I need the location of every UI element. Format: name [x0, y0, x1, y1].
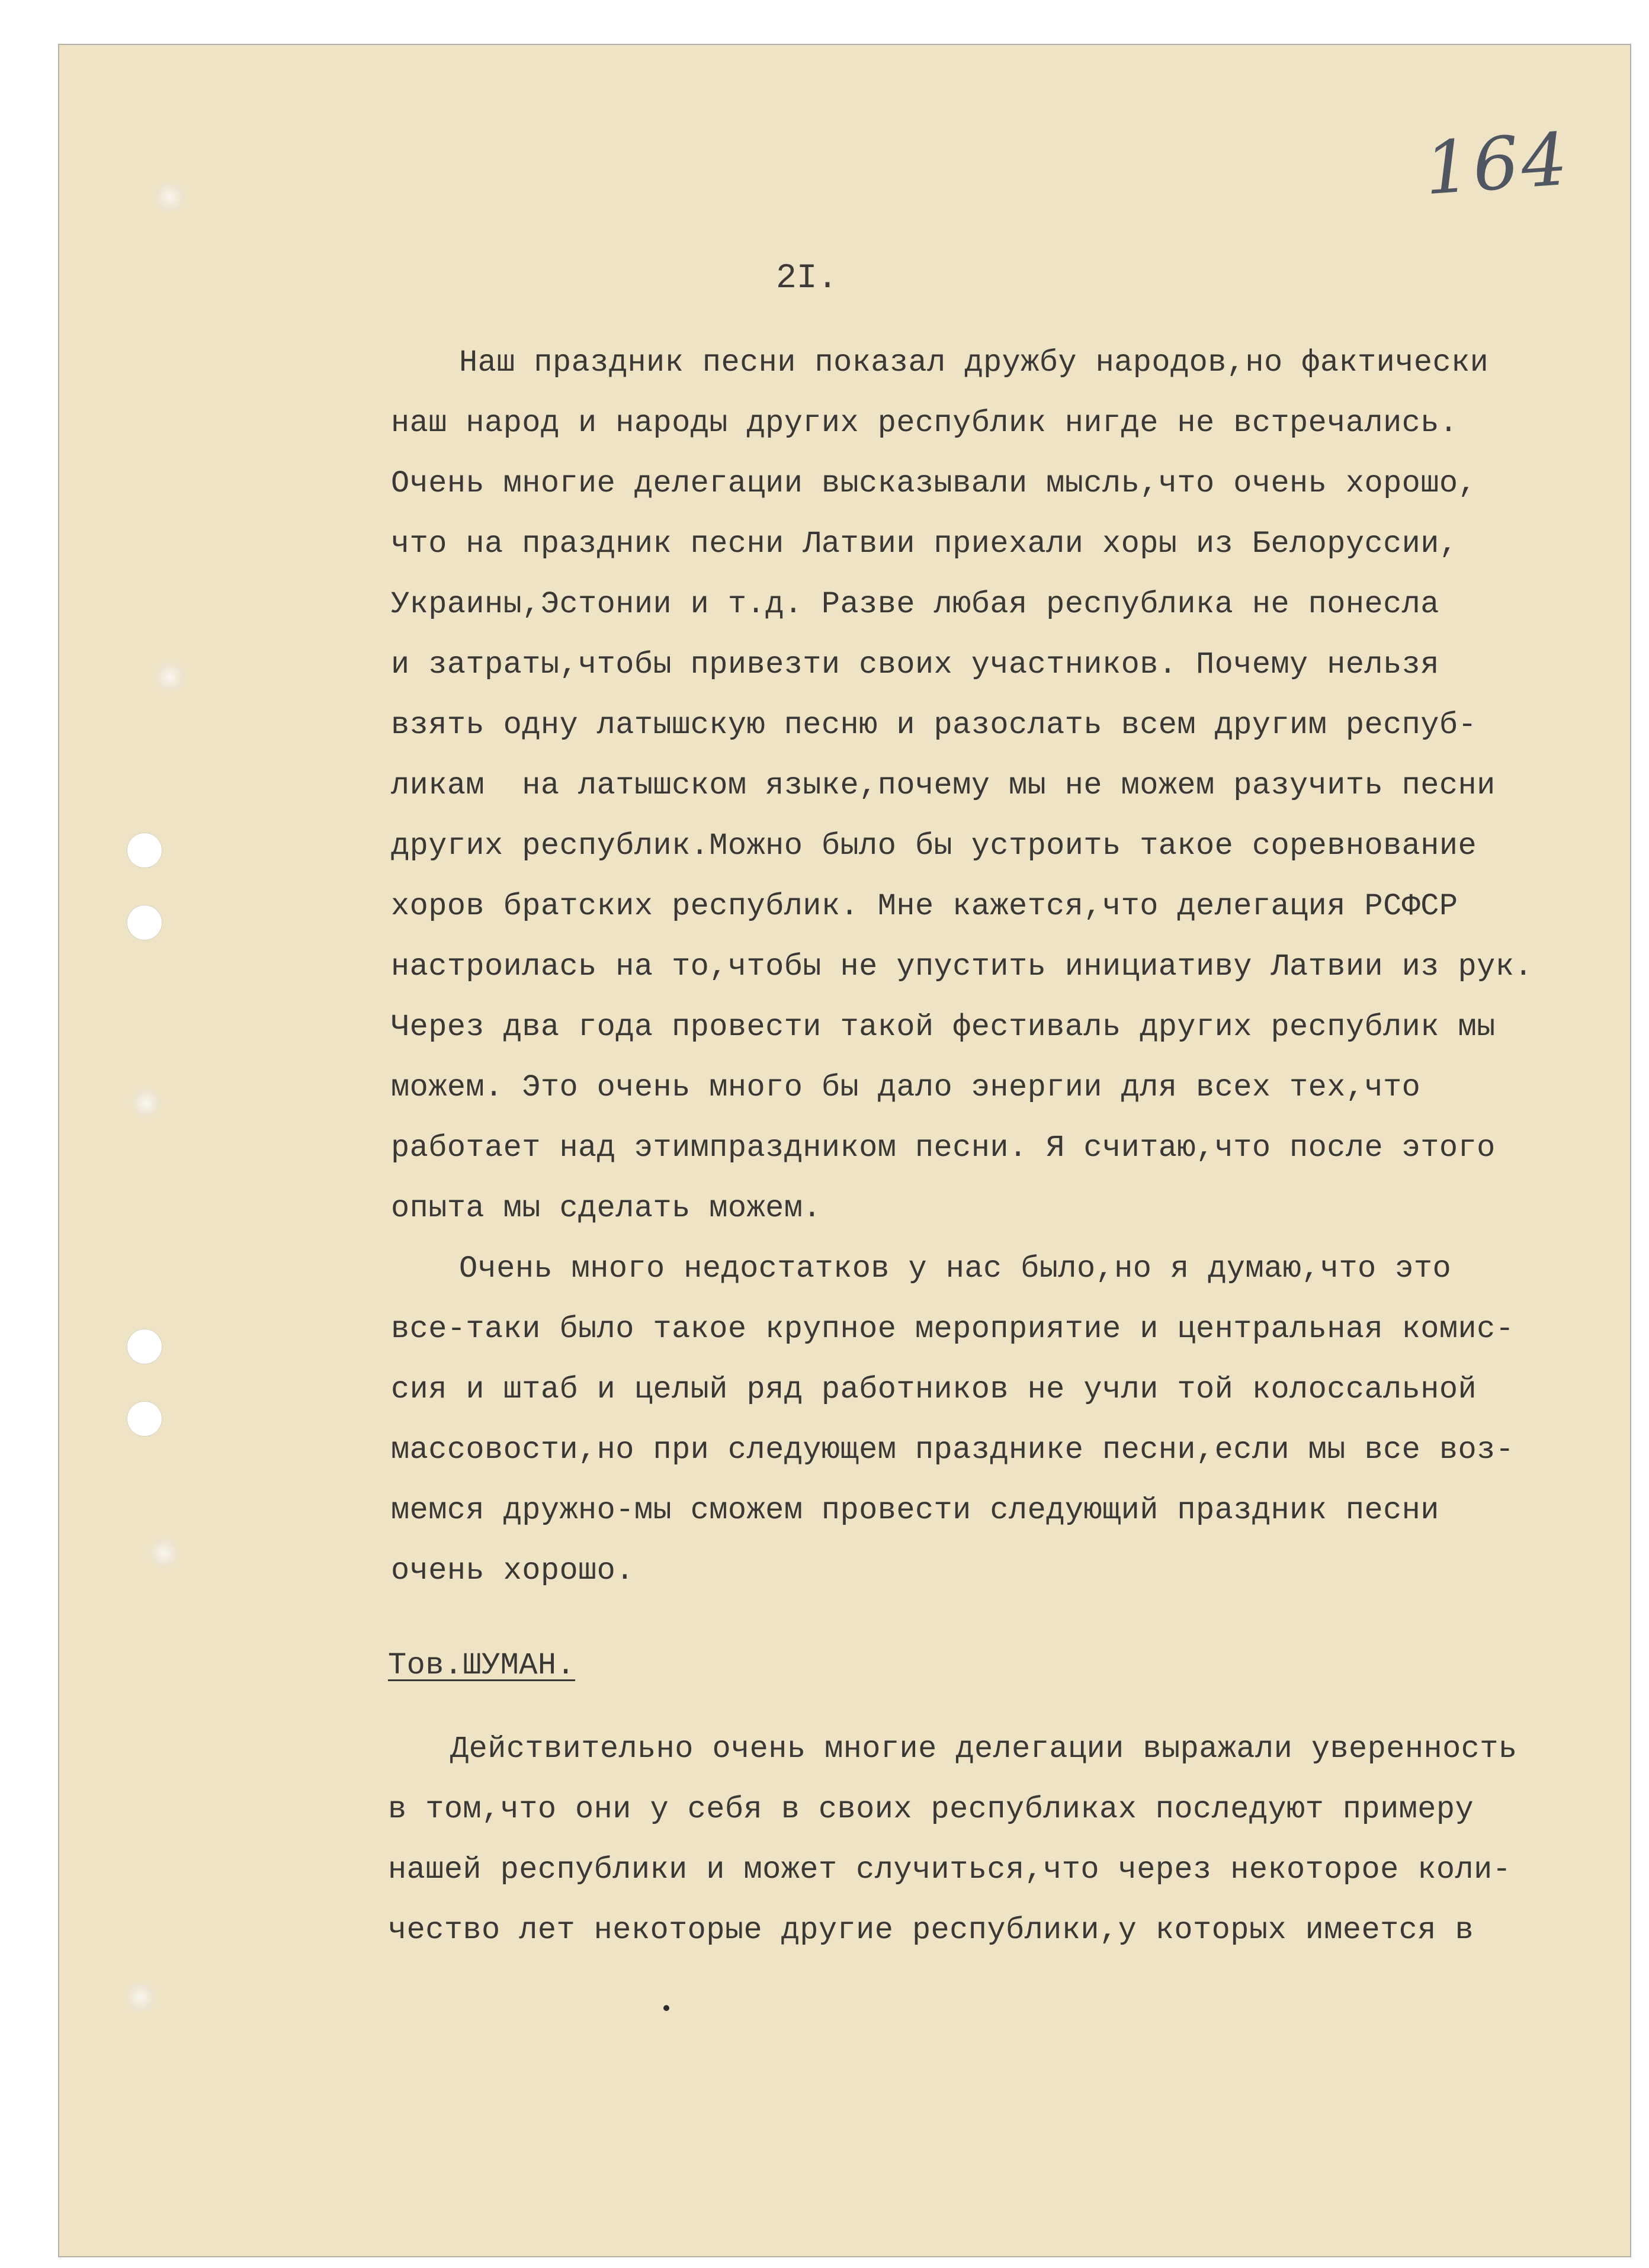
text-line: Наш праздник песни показал дружбу народов,но фактически: [459, 345, 1489, 380]
text-line: хоров братских республик. Мне кажется,что делегация РСФСР: [391, 889, 1458, 924]
paper-stain: [154, 181, 186, 213]
text-line: Через два года провести такой фестиваль других республик мы: [391, 1010, 1496, 1045]
text-line: опыта мы сделать можем.: [391, 1191, 822, 1226]
paper-stain: [124, 1981, 156, 2013]
punch-hole: [127, 905, 162, 940]
text-line: мемся дружно-мы сможем провести следующий праздник песни: [391, 1493, 1439, 1528]
text-line: массовости,но при следующем празднике песни,если мы все воз-: [391, 1432, 1515, 1467]
text-line: Украины,Эстонии и т.д. Разве любая республика не понесла: [391, 587, 1439, 622]
page-number: 2I.: [776, 259, 838, 298]
document-page: [58, 44, 1631, 2257]
speaker-heading: Тов.ШУМАН.: [388, 1648, 576, 1683]
text-line: взять одну латышскую песню и разослать всем другим респуб-: [391, 708, 1477, 743]
text-line: чество лет некоторые другие республики,у которых имеется в: [388, 1913, 1474, 1948]
text-line: нашей республики и может случиться,что через некоторое коли-: [388, 1852, 1512, 1887]
text-line: сия и штаб и целый ряд работников не учли той колоссальной: [391, 1372, 1477, 1407]
paper-stain: [154, 661, 186, 693]
folio-number: 164: [1422, 117, 1573, 211]
text-line: очень хорошо.: [391, 1553, 634, 1588]
paper-stain: [130, 1087, 162, 1119]
punch-hole: [127, 1401, 162, 1437]
text-line: работает над этимпраздником песни. Я считаю,что после этого: [391, 1130, 1496, 1165]
punch-hole: [127, 833, 162, 868]
text-line: Очень много недостатков у нас было,но я думаю,что это: [459, 1251, 1452, 1286]
text-line: Действительно очень многие делегации выражали уверенность: [450, 1731, 1518, 1766]
text-line: что на праздник песни Латвии приехали хоры из Белоруссии,: [391, 526, 1458, 561]
text-line: ликам на латышском языке,почему мы не можем разучить песни: [391, 768, 1496, 803]
text-line: других республик.Можно было бы устроить такое соревнование: [391, 828, 1477, 863]
paper-stain: [148, 1537, 180, 1569]
punch-hole: [127, 1329, 162, 1364]
text-line: и затраты,чтобы привезти своих участников. Почему нельзя: [391, 647, 1439, 682]
text-line: Очень многие делегации высказывали мысль,что очень хорошо,: [391, 466, 1477, 501]
text-line: можем. Это очень много бы дало энергии для всех тех,что: [391, 1070, 1421, 1105]
text-line: в том,что они у себя в своих республиках последуют примеру: [388, 1792, 1474, 1827]
text-line: все-таки было такое крупное мероприятие и центральная комис-: [391, 1312, 1515, 1347]
ink-dot: [663, 2005, 669, 2011]
text-line: наш народ и народы других республик нигде не встречались.: [391, 406, 1458, 441]
text-line: настроилась на то,чтобы не упустить инициативу Латвии из рук.: [391, 949, 1533, 984]
